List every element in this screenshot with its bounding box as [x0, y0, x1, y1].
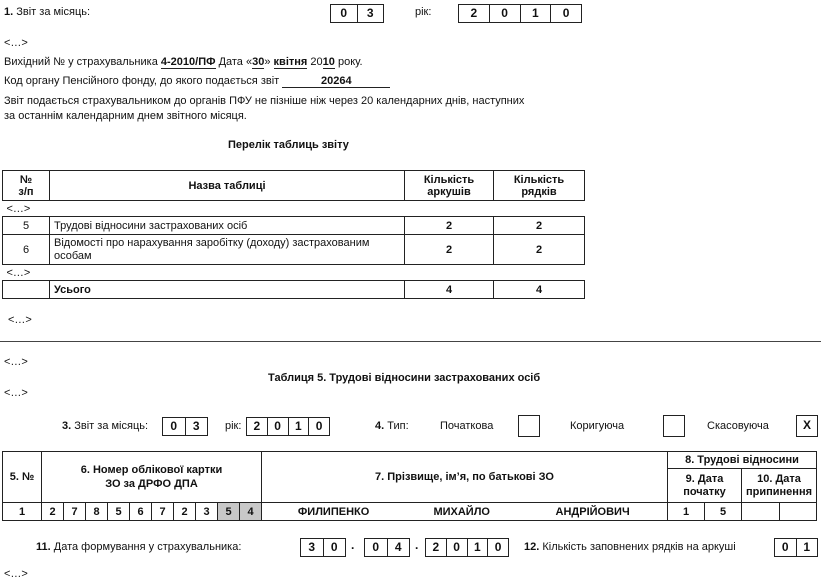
digit: 2	[470, 6, 478, 20]
surname-cell: ФИЛИПЕНКО	[262, 503, 406, 521]
col-end-header: 10. Дата припинення	[742, 469, 817, 503]
ellipsis: <…>	[4, 37, 28, 49]
end-digit	[742, 503, 780, 521]
digit: 3	[308, 540, 316, 554]
notice-line-2: за останнім календарним днем звітного місяця.	[4, 110, 247, 122]
year-label: рік:	[415, 6, 432, 18]
ellipsis: <…>	[4, 568, 28, 580]
col-number-header: 5. №	[3, 452, 42, 503]
patronymic-cell: АНДРІЙОВИЧ	[518, 503, 667, 521]
table5-month-label: 3. Звіт за місяць:	[62, 420, 149, 432]
digit: 1	[520, 5, 551, 22]
card-digit: 5	[108, 503, 130, 521]
card-digit: 4	[240, 503, 262, 521]
digit: 0	[267, 418, 288, 435]
first-name-cell: МИХАЙЛО	[405, 503, 518, 521]
card-digit: 2	[174, 503, 196, 521]
notice-line-1: Звіт подається страхувальником до органів ПФУ не пізніше ніж через 20 календарних днів, наступних	[4, 95, 525, 107]
table5-grid	[2, 451, 817, 521]
type-corrective-checkbox[interactable]	[663, 415, 685, 437]
pfu-code: 20264	[282, 75, 390, 88]
digit: 0	[446, 539, 467, 556]
date-separator: .	[351, 538, 355, 552]
card-digit: 7	[152, 503, 174, 521]
digit: 1	[796, 539, 818, 556]
type-cancel-label: Скасовуюча	[707, 420, 769, 432]
report-month-field[interactable]	[330, 4, 384, 23]
digit: 0	[308, 418, 329, 435]
digit: 0	[372, 540, 380, 554]
digit: 1	[288, 418, 309, 435]
table-row: 1 2 7 8 5 6 7 2 3 5 4 ФИЛИПЕНКО МИХАЙЛО АНДРІЙОВИЧ 1 5	[3, 503, 817, 521]
type-cancel-checkbox[interactable]: X	[796, 415, 818, 437]
col-rows-header: Кількість рядків	[494, 171, 585, 201]
outgoing-line: Вихідний № у страхувальника 4-2010/ПФ Дата «30» квітня 2010 року.	[4, 56, 363, 68]
ellipsis-row: <…>	[3, 201, 585, 217]
card-digit: 3	[196, 503, 218, 521]
table5-year-label: рік:	[225, 420, 242, 432]
col-sheets-header: Кількість аркушів	[405, 171, 494, 201]
digit: 0	[323, 539, 346, 556]
digit: 0	[340, 6, 348, 20]
tables-list	[2, 170, 585, 299]
digit: 2	[432, 540, 440, 554]
ellipsis-row: <…>	[3, 265, 585, 281]
col-start-header: 9. Дата початку	[668, 469, 742, 503]
table5-month-field[interactable]	[162, 417, 208, 436]
date-separator: .	[415, 538, 419, 552]
divider	[0, 341, 821, 342]
pfu-code-line: Код органу Пенсійного фонду, до якого подається звіт 20264	[4, 75, 390, 88]
start-digit: 1	[668, 503, 705, 521]
table-header-row	[3, 171, 585, 201]
ellipsis: <…>	[8, 314, 32, 326]
ellipsis: <…>	[4, 387, 28, 399]
col-name-header: Назва таблиці	[50, 171, 405, 201]
digit: 2	[253, 419, 261, 433]
col-number-header: № з/п	[3, 171, 50, 201]
type-initial-checkbox[interactable]	[518, 415, 540, 437]
col-labor-header: 8. Трудові відносини	[668, 452, 817, 469]
start-digit: 5	[705, 503, 742, 521]
table5-title: Таблиця 5. Трудові відносини застрахованих осіб	[268, 372, 541, 384]
type-corrective-label: Коригуюча	[570, 420, 625, 432]
formation-month-field[interactable]	[364, 538, 410, 557]
total-row: Усього 4 4	[3, 281, 585, 299]
type-label: 4. Тип:	[375, 420, 409, 432]
col-card-header: 6. Номер облікової картки ЗО за ДРФО ДПА	[42, 452, 262, 503]
digit: 0	[487, 539, 508, 556]
report-year-field[interactable]	[458, 4, 582, 23]
digit: 0	[781, 540, 789, 554]
list-title: Перелік таблиць звіту	[228, 139, 349, 151]
digit: 0	[550, 5, 581, 22]
rows-count-field[interactable]	[774, 538, 818, 557]
rows-count-label: 12. Кількість заповнених рядків на аркуші	[524, 541, 736, 553]
end-digit	[779, 503, 817, 521]
formation-day-field[interactable]	[300, 538, 346, 557]
digit: 0	[170, 419, 178, 433]
formation-year-field[interactable]	[425, 538, 509, 557]
ellipsis: <…>	[4, 356, 28, 368]
table-row: 5 Трудові відносини застрахованих осіб 2 2	[3, 217, 585, 235]
card-digit: 7	[64, 503, 86, 521]
digit: 3	[357, 5, 384, 22]
card-digit: 5	[218, 503, 240, 521]
table-row: 6 Відомості про нарахування заробітку (доходу) застрахованим особам 2 2	[3, 235, 585, 265]
type-initial-label: Початкова	[440, 420, 494, 432]
card-digit: 6	[130, 503, 152, 521]
table5-year-field[interactable]	[246, 417, 330, 436]
digit: 1	[467, 539, 488, 556]
digit: 4	[387, 539, 410, 556]
card-digit: 8	[86, 503, 108, 521]
digit: 3	[185, 418, 208, 435]
col-name-header: 7. Прізвище, ім’я, по батькові ЗО	[262, 452, 668, 503]
formation-date-label: 11. Дата формування у страхувальника:	[36, 541, 242, 553]
report-month-label: 1. Звіт за місяць:	[4, 6, 91, 18]
digit: 0	[489, 5, 520, 22]
card-digit: 2	[42, 503, 64, 521]
